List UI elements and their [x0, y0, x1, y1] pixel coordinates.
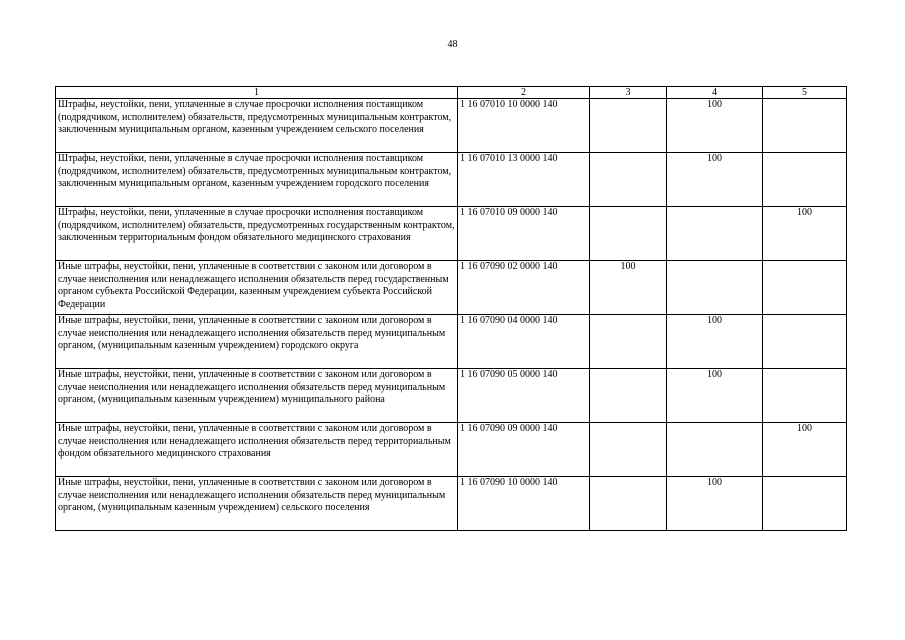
row-description: Иные штрафы, неустойки, пени, уплаченные в соответствии с законом или договором в случае неисполнения или ненадлежащего исполнения обязательств перед территориальным фондом обязательного медицинского страхования [56, 423, 458, 477]
row-col4: 100 [667, 369, 763, 423]
row-col5: 100 [763, 423, 847, 477]
row-code: 1 16 07010 09 0000 140 [458, 207, 590, 261]
table-row [56, 423, 847, 477]
row-col5 [763, 99, 847, 153]
row-col3: 100 [590, 261, 667, 315]
row-col5 [763, 153, 847, 207]
row-description: Иные штрафы, неустойки, пени, уплаченные в соответствии с законом или договором в случае неисполнения или ненадлежащего исполнения обязательств перед муниципальным органом, (муниципальным казенным учреждением) городского округа [56, 315, 458, 369]
table-row [56, 153, 847, 207]
row-col4 [667, 207, 763, 261]
row-col5 [763, 315, 847, 369]
row-description: Иные штрафы, неустойки, пени, уплаченные в соответствии с законом или договором в случае неисполнения или ненадлежащего исполнения обязательств перед муниципальным органом, (муниципальным казенным учреждением) сельского поселения [56, 477, 458, 531]
row-code: 1 16 07010 10 0000 140 [458, 99, 590, 153]
row-description: Иные штрафы, неустойки, пени, уплаченные в соответствии с законом или договором в случае неисполнения или ненадлежащего исполнения обязательств перед государственным органом субъекта Российской Федерации, казенным учреждением субъекта Российской Федерации [56, 261, 458, 315]
row-col4: 100 [667, 99, 763, 153]
header-col-4: 4 [667, 87, 763, 99]
row-col3 [590, 369, 667, 423]
row-col3 [590, 423, 667, 477]
budget-classification-table [55, 86, 847, 531]
row-code: 1 16 07090 02 0000 140 [458, 261, 590, 315]
row-col3 [590, 477, 667, 531]
row-col3 [590, 315, 667, 369]
row-code: 1 16 07090 04 0000 140 [458, 315, 590, 369]
row-code: 1 16 07090 10 0000 140 [458, 477, 590, 531]
table-row [56, 99, 847, 153]
row-col4 [667, 261, 763, 315]
row-col4: 100 [667, 153, 763, 207]
row-col5: 100 [763, 207, 847, 261]
row-col3 [590, 207, 667, 261]
row-col5 [763, 477, 847, 531]
table-row [56, 207, 847, 261]
header-col-1: 1 [56, 87, 458, 99]
row-description: Иные штрафы, неустойки, пени, уплаченные в соответствии с законом или договором в случае неисполнения или ненадлежащего исполнения обязательств перед муниципальным органом, (муниципальным казенным учреждением) муниципального района [56, 369, 458, 423]
row-col5 [763, 369, 847, 423]
row-description: Штрафы, неустойки, пени, уплаченные в случае просрочки исполнения поставщиком (подрядчиком, исполнителем) обязательств, предусмотренных муниципальным контрактом, заключенным муниципальным органом, казенным учреждением сельского поселения [56, 99, 458, 153]
page-number: 48 [447, 39, 458, 50]
table-row [56, 315, 847, 369]
header-col-5: 5 [763, 87, 847, 99]
table-row [56, 477, 847, 531]
row-code: 1 16 07090 05 0000 140 [458, 369, 590, 423]
row-col5 [763, 261, 847, 315]
row-col4: 100 [667, 315, 763, 369]
header-col-2: 2 [458, 87, 590, 99]
row-col3 [590, 153, 667, 207]
row-description: Штрафы, неустойки, пени, уплаченные в случае просрочки исполнения поставщиком (подрядчиком, исполнителем) обязательств, предусмотренных муниципальным контрактом, заключенным муниципальным органом, казенным учреждением городского поселения [56, 153, 458, 207]
row-col4: 100 [667, 477, 763, 531]
header-col-3: 3 [590, 87, 667, 99]
row-col4 [667, 423, 763, 477]
table-row [56, 261, 847, 315]
row-code: 1 16 07090 09 0000 140 [458, 423, 590, 477]
row-col3 [590, 99, 667, 153]
row-description: Штрафы, неустойки, пени, уплаченные в случае просрочки исполнения поставщиком (подрядчиком, исполнителем) обязательств, предусмотренных государственным контрактом, заключенным территориальным фондом обязательного медицинского страхования [56, 207, 458, 261]
table-header-row [56, 87, 847, 99]
table-row [56, 369, 847, 423]
row-code: 1 16 07010 13 0000 140 [458, 153, 590, 207]
